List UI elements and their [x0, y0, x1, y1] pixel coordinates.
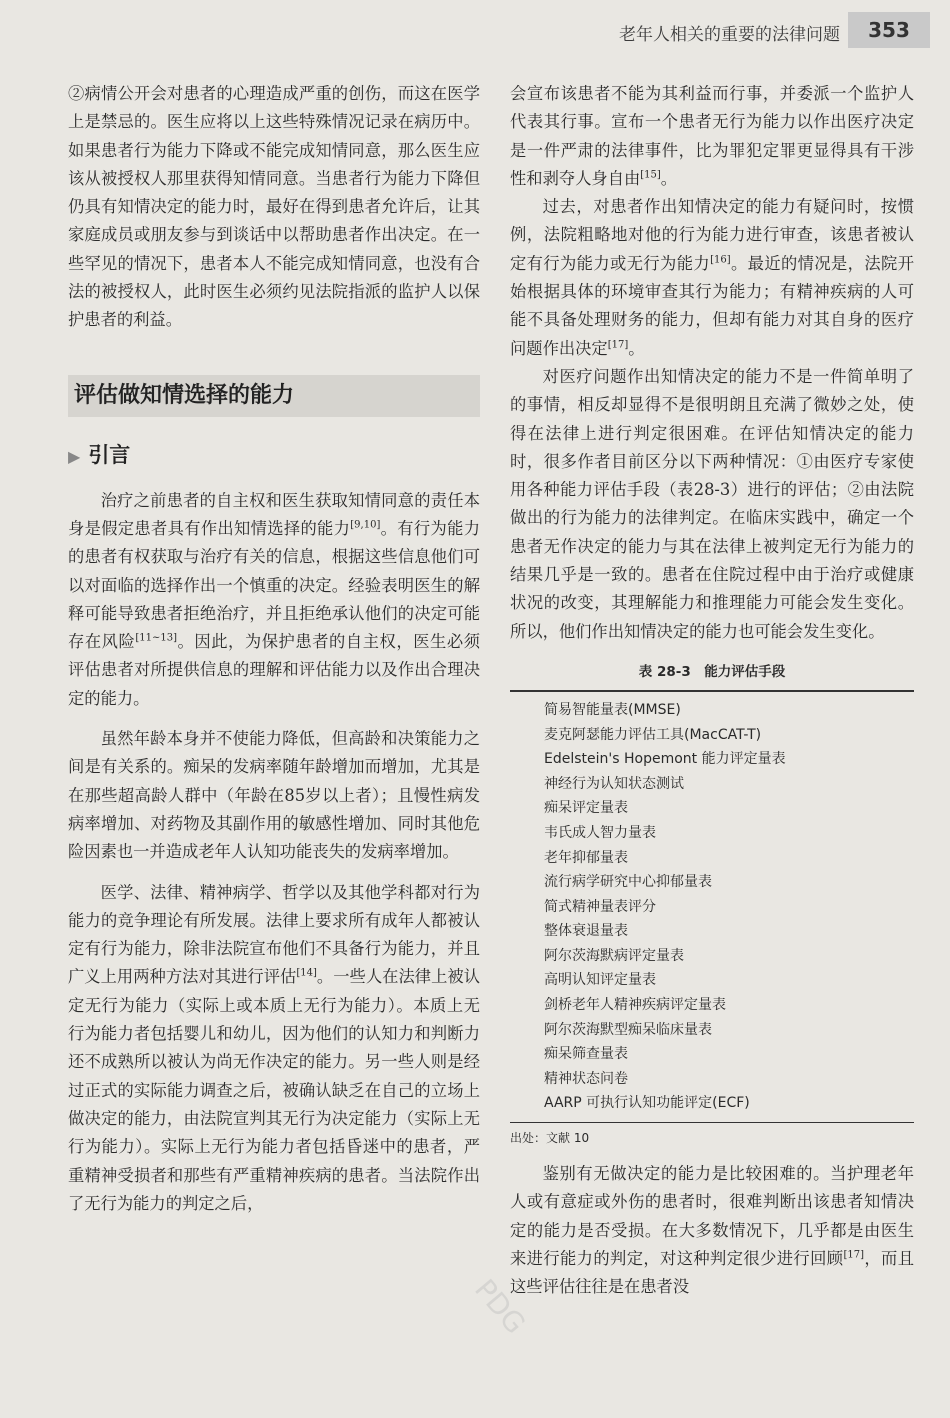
paragraph-legal-theory	[68, 879, 480, 1219]
table-row: 简易智能量表(MMSE)	[544, 701, 681, 718]
paragraph-introduction	[68, 487, 480, 713]
left-column	[68, 80, 480, 1218]
table-title: 表 28-3 能力评估手段	[638, 663, 786, 680]
table-row: 韦氏成人智力量表	[544, 824, 656, 841]
table-row: 阿尔茨海默病评定量表	[544, 947, 684, 964]
citation: [15]	[640, 169, 661, 181]
paragraph-text: 。	[628, 338, 645, 358]
table-row: 痴呆筛查量表	[544, 1046, 628, 1063]
triangle-marker-icon: ▶	[68, 446, 81, 466]
paragraph-text: ，而且这些评估往往是在患者没	[510, 1248, 914, 1297]
paragraph-informed-decision: 对医疗问题作出知情决定的能力不是一件简单明了的事情，相反却显得不是很明朗且充满了微妙之处，使得在法律上进行判定很困难。在评估知情决定的能力时，很多作者目前区分以下两种情况：①由医疗专家使用各种能力评估手段（表28-3）进行的评估；②由法院做出的行为能力的法律判定。在临床实践中，确定一个患者无作决定的能力与其在法律上被判定无行为能力的结果几乎是一致的。患者在住院过程中由于治疗或健康状况的改变，其理解能力和推理能力可能会发生变化。所以，他们作出知情决定的能力也可能会发生变化。	[510, 366, 914, 641]
table-row: 简式精神量表评分	[544, 898, 656, 915]
page-number: 353	[848, 12, 930, 48]
citation: [11~13]	[135, 632, 177, 644]
table-row: 神经行为认知状态测试	[544, 775, 684, 792]
citation: [16]	[710, 254, 731, 266]
table-row: AARP 可执行认知功能评定(ECF)	[544, 1095, 750, 1112]
subsection-title	[68, 439, 480, 469]
paragraph-text: 。	[660, 168, 678, 188]
paragraph-text: 医学、法律、精神病学、哲学以及其他学科都对行为能力的竞争理论有所发展。法律上要求所有成年人都被认定有行为能力，除非法院宣布他们不具备行为能力，并且广义上用两种方法对其进行评估	[68, 882, 480, 987]
paragraph-age-capacity: 虽然年龄本身并不使能力降低，但高龄和决策能力之间是有关系的。痴呆的发病率随年龄增加而增加，尤其是在那些超高龄人群中（年龄在85岁以上者）；且慢性病发病率增加、对药物及其副作用的敏感性增加、同时其他危险因素也一并造成老年人认知功能丧失的发病率增加。	[68, 729, 480, 862]
page-header	[0, 12, 950, 52]
table-row: 整体衰退量表	[544, 923, 628, 940]
citation: [14]	[296, 968, 317, 979]
paragraph-text: 会宣布该患者不能为其利益而行事，并委派一个监护人代表其行事。宣布一个患者无行为能力以作出医疗决定是一件严肃的法律事件，比为罪犯定罪更显得具有干涉性和剥夺人身自由	[510, 84, 914, 188]
table-row: 痴呆评定量表	[544, 800, 628, 817]
watermark: PDG	[467, 1272, 532, 1341]
table-row: 精神状态问卷	[544, 1070, 628, 1087]
running-title: 老年人相关的重要的法律问题	[619, 25, 840, 45]
citation: [17]	[843, 1249, 864, 1261]
paragraph-text: 过去，对患者作出知情决定的能力有疑问时，按惯例，法院粗略地对他的行为能力进行审查，该患者被认定有行为能力或无行为能力	[510, 197, 914, 273]
paragraph-text: 治疗之前患者的自主权和医生获取知情同意的责任本身是假定患者具有作出知情选择的能力	[68, 490, 480, 538]
table-row: 流行病学研究中心抑郁量表	[544, 874, 712, 891]
subsection-title-text: 引言	[88, 442, 131, 467]
paragraph-text: 。有行为能力的患者有权获取与治疗有关的信息，根据这些信息他们可以对面临的选择作出一个慎重的决定。经验表明医生的解释可能导致患者拒绝治疗，并且拒绝承认他们的决定可能存在风险	[68, 518, 480, 652]
paragraph-text: 。一些人在法律上被认定无行为能力（实际上或本质上无行为能力）。本质上无行为能力者包括婴儿和幼儿，因为他们的认知力和判断力还不成熟所以被认为尚无作决定的能力。另一些人则是经过正式的实际能力调查之后，被确认缺乏在自己的立场上做决定的能力，由法院宣判其无行为决定能力（实际上无行为能力）。实际上无行为能力者包括昏迷中的患者，严重精神受损者和那些有严重精神疾病的患者。当法院作出了无行为能力的判定之后，	[68, 967, 480, 1213]
paragraph-identification	[510, 1160, 914, 1301]
table-row: Edelstein's Hopemont 能力评定量表	[544, 751, 786, 768]
paragraph-text: 。最近的情况是，法院开始根据具体的环境审查其行为能力；有精神疾病的人可能不具备处理财务的能力，但却有能力对其自身的医疗问题作出决定	[510, 253, 914, 358]
paragraph-text: 鉴别有无做决定的能力是比较困难的。当护理老年人或有意症或外伤的患者时，很难判断出该患者知情决定的能力是否受损。在大多数情况下，几乎都是由医生来进行能力的判定，对这种判定很少进行回顾	[510, 1164, 914, 1268]
capacity-assessment-table	[510, 690, 914, 1123]
right-column	[510, 80, 914, 1302]
table-row: 高明认知评定量表	[544, 972, 656, 989]
table-source: 出处：文献 10	[510, 1131, 590, 1146]
section-title: 评估做知情选择的能力	[68, 375, 480, 417]
paragraph-court-review	[510, 193, 914, 363]
table-row: 阿尔茨海默型痴呆临床量表	[544, 1021, 712, 1038]
paragraph-consent-exceptions: ②病情公开会对患者的心理造成严重的创伤，而这在医学上是禁忌的。医生应将以上这些特殊情况记录在病历中。如果患者行为能力下降或不能完成知情同意，那么医生应该从被授权人那里获得知情同意。当患者行为能力下降但仍具有知情决定的能力时，最好在得到患者允许后，让其家庭成员或朋友参与到谈话中以帮助患者作出决定。在一些罕见的情况下，患者本人不能完成知情同意，也没有合法的被授权人，此时医生必须约见法院指派的监护人以保护患者的利益。	[68, 84, 480, 330]
table-row: 老年抑郁量表	[544, 849, 628, 866]
table-row: 剑桥老年人精神疾病评定量表	[544, 997, 726, 1014]
paragraph-guardian	[510, 80, 914, 193]
citation: [9,10]	[350, 519, 381, 531]
citation: [17]	[607, 339, 629, 351]
paragraph-text: 。因此，为保护患者的自主权，医生必须评估患者对所提供信息的理解和评估能力以及作出合理决定的能力。	[68, 632, 480, 708]
table-row: 麦克阿瑟能力评估工具(MacCAT-T)	[544, 726, 762, 743]
